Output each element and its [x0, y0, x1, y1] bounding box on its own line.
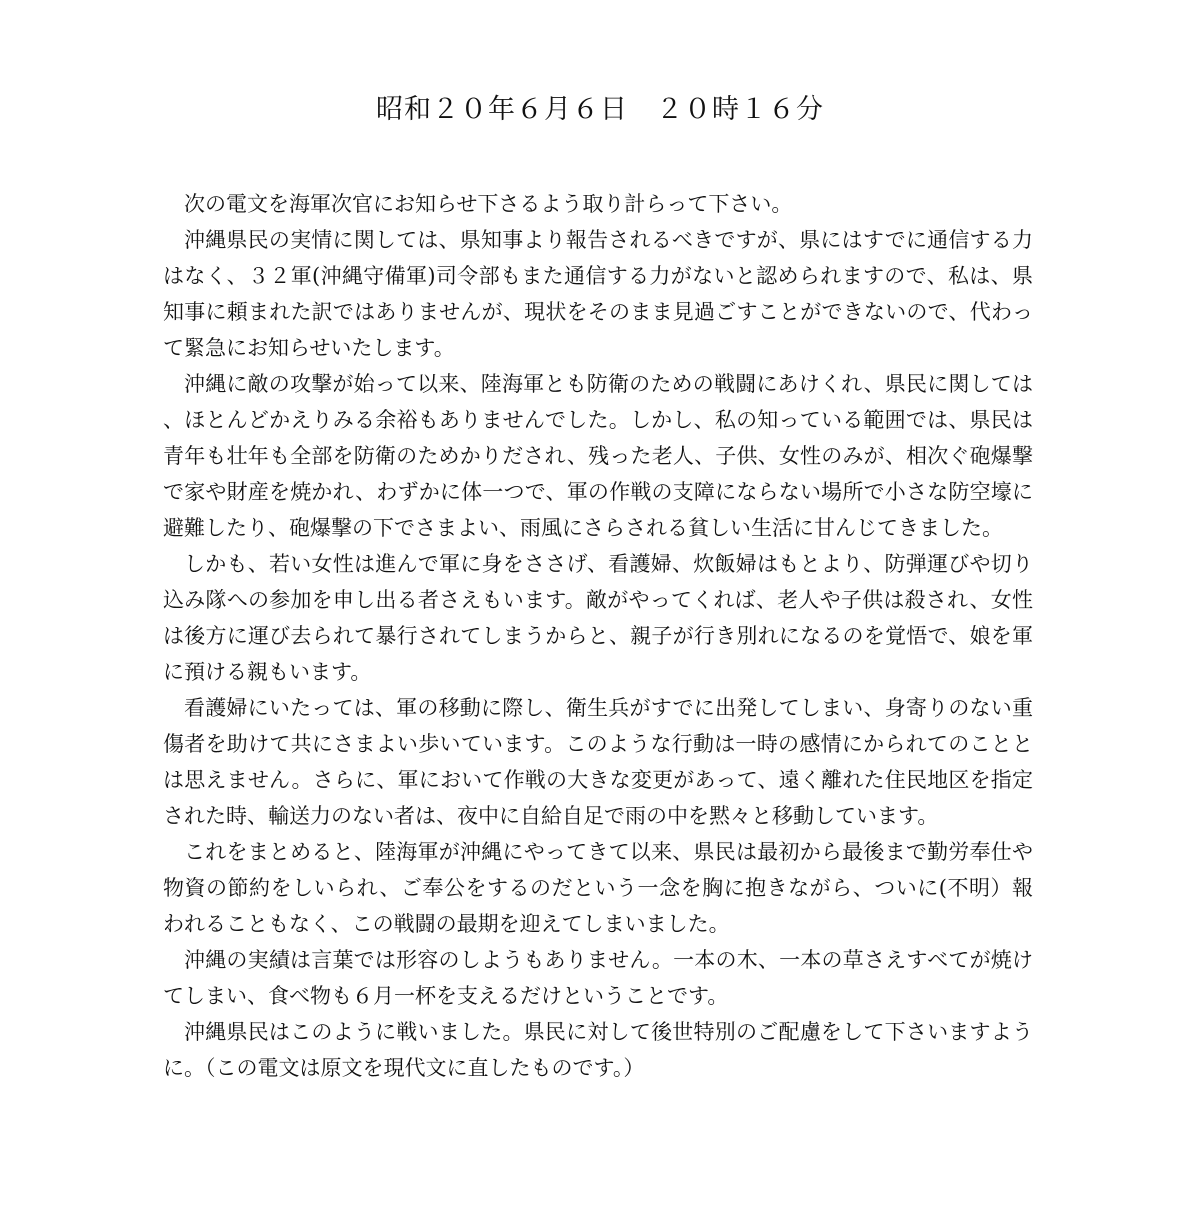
- paragraph: 沖縄の実績は言葉では形容のしようもありません。一本の木、一本の草さえすべてが焼けてしまい、食べ物も６月一杯を支えるだけということです。: [163, 948, 1033, 1008]
- paragraph: 沖縄県民の実情に関しては、県知事より報告されるべきですが、県にはすでに通信する力はなく、３２軍(沖縄守備軍)司令部もまた通信する力がないと認められますので、私は、県知事に頼まれた訳ではありませんが、現状をそのまま見過ごすことができないので、代わって緊急にお知らせいたします。: [163, 228, 1033, 360]
- paragraph: 看護婦にいたっては、軍の移動に際し、衛生兵がすでに出発してしまい、身寄りのない重傷者を助けて共にさまよい歩いています。このような行動は一時の感情にかられてのこととは思えません。さらに、軍において作戦の大きな変更があって、遠く離れた住民地区を指定された時、輸送力のない者は、夜中に自給自足で雨の中を黙々と移動しています。: [163, 696, 1033, 828]
- document-body: [163, 186, 1033, 1086]
- paragraph: しかも、若い女性は進んで軍に身をささげ、看護婦、炊飯婦はもとより、防弾運びや切り込み隊への参加を申し出る者さえもいます。敵がやってくれば、老人や子供は殺され、女性は後方に運び去られて暴行されてしまうからと、親子が行き別れになるのを覚悟で、娘を軍に預ける親もいます。: [163, 552, 1033, 684]
- paragraph: 沖縄に敵の攻撃が始って以来、陸海軍とも防衛のための戦闘にあけくれ、県民に関しては、ほとんどかえりみる余裕もありませんでした。しかし、私の知っている範囲では、県民は青年も壮年も全部を防衛のためかりだされ、残った老人、子供、女性のみが、相次ぐ砲爆撃で家や財産を焼かれ、わずかに体一つで、軍の作戦の支障にならない場所で小さな防空壕に避難したり、砲爆撃の下でさまよい、雨風にさらされる貧しい生活に甘んじてきました。: [163, 372, 1033, 540]
- paragraph: 次の電文を海軍次官にお知らせ下さるよう取り計らって下さい。: [184, 192, 793, 216]
- page-title: 昭和２０年６月６日 ２０時１６分: [376, 94, 824, 125]
- paragraph: 沖縄県民はこのように戦いました。県民に対して後世特別のご配慮をして下さいますように。（この電文は原文を現代文に直したものです。）: [163, 1020, 1033, 1080]
- paragraph: これをまとめると、陸海軍が沖縄にやってきて以来、県民は最初から最後まで勤労奉仕や物資の節約をしいられ、ご奉公をするのだという一念を胸に抱きながら、ついに(不明）報われることもなく、この戦闘の最期を迎えてしまいました。: [163, 840, 1033, 936]
